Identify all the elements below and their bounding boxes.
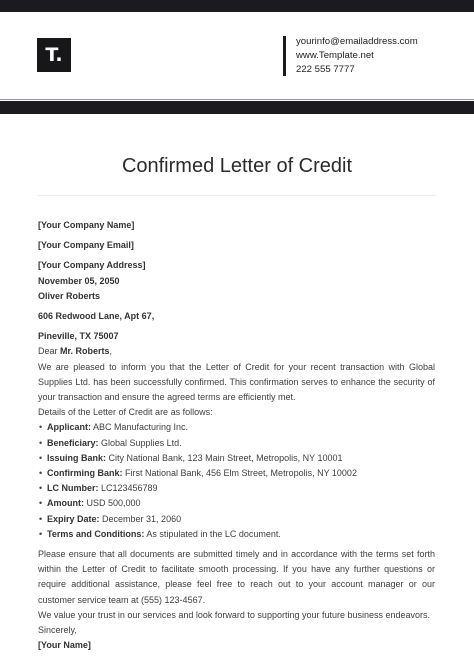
- signer-name: [Your Name]: [38, 640, 91, 651]
- document-title: Confirmed Letter of Credit: [121, 155, 353, 177]
- detail-value: City National Bank, 123 Main Street, Metropolis, NY 10001: [106, 452, 343, 463]
- sender-company-email: [Your Company Email]: [38, 240, 134, 251]
- detail-value: Global Supplies Ltd.: [98, 437, 182, 448]
- contact-block: [296, 35, 418, 77]
- details-heading: Details of the Letter of Credit are as follows:: [38, 407, 213, 418]
- letter-date: November 05, 2050: [38, 275, 120, 286]
- detail-label: LC Number:: [47, 483, 99, 494]
- salutation-name: Mr. Roberts: [60, 346, 110, 357]
- detail-label: Issuing Bank:: [47, 452, 107, 463]
- detail-label: Amount:: [47, 498, 84, 509]
- contact-website: www.Template.net: [296, 50, 374, 61]
- list-item: [47, 527, 435, 542]
- detail-value: LC123456789: [98, 483, 158, 494]
- detail-label: Confirming Bank:: [47, 468, 123, 479]
- detail-value: First National Bank, 456 Elm Street, Metropolis, NY 10002: [122, 468, 357, 479]
- list-item: [47, 436, 435, 451]
- header-band: [0, 101, 474, 114]
- list-item: [47, 512, 435, 527]
- title-rule: [38, 195, 436, 196]
- detail-label: Applicant:: [47, 422, 91, 433]
- detail-value: ABC Manufacturing Inc.: [91, 422, 189, 433]
- sender-company-name: [Your Company Name]: [38, 220, 135, 230]
- signoff: Sincerely,: [38, 625, 77, 636]
- contact-phone: 222 555 7777: [296, 64, 355, 75]
- details-list: [38, 420, 435, 542]
- list-item: [47, 420, 435, 435]
- list-item: [47, 496, 435, 511]
- intro-paragraph: We are pleased to inform you that the Letter of Credit for your recent transaction with Global Supplies Ltd. has been successfully confirmed. This confirmation serves to enhance the security of your transaction and ensure the agreed terms are efficiently met.: [38, 361, 435, 403]
- closing-paragraph: Please ensure that all documents are submitted timely and in accordance with the terms set forth within the Letter of Credit to facilitate smooth processing. If you have any further questions or require additional assistance, please feel free to reach out to your account manager or our customer service team at (555) 123-4567.: [38, 549, 435, 605]
- detail-label: Expiry Date:: [47, 513, 100, 524]
- recipient-name: Oliver Roberts: [38, 290, 101, 301]
- list-item: [47, 451, 435, 466]
- value-paragraph: We value your trust in our services and look forward to supporting your future business endeavors.: [38, 609, 431, 620]
- letter-body: [38, 218, 435, 653]
- detail-value: USD 500,000: [84, 498, 141, 509]
- salutation-prefix: Dear: [38, 346, 61, 357]
- sender-company-address: [Your Company Address]: [38, 260, 146, 271]
- accent-line: [0, 99, 474, 100]
- header-divider: [283, 36, 286, 76]
- list-item: [47, 481, 435, 496]
- recipient-address-line2: Pineville, TX 75007: [38, 331, 119, 342]
- detail-value: December 31, 2060: [99, 513, 182, 524]
- contact-email: yourinfo@emailaddress.com: [296, 36, 418, 47]
- detail-value: As stipulated in the LC document.: [144, 528, 281, 539]
- detail-label: Beneficiary:: [47, 437, 99, 448]
- company-logo: T.: [37, 38, 71, 72]
- detail-label: Terms and Conditions:: [47, 528, 145, 539]
- list-item: [47, 466, 435, 481]
- top-bar: [0, 0, 474, 12]
- salutation: [38, 344, 435, 359]
- salutation-suffix: ,: [109, 346, 113, 357]
- recipient-address-line1: 606 Redwood Lane, Apt 67,: [38, 311, 155, 322]
